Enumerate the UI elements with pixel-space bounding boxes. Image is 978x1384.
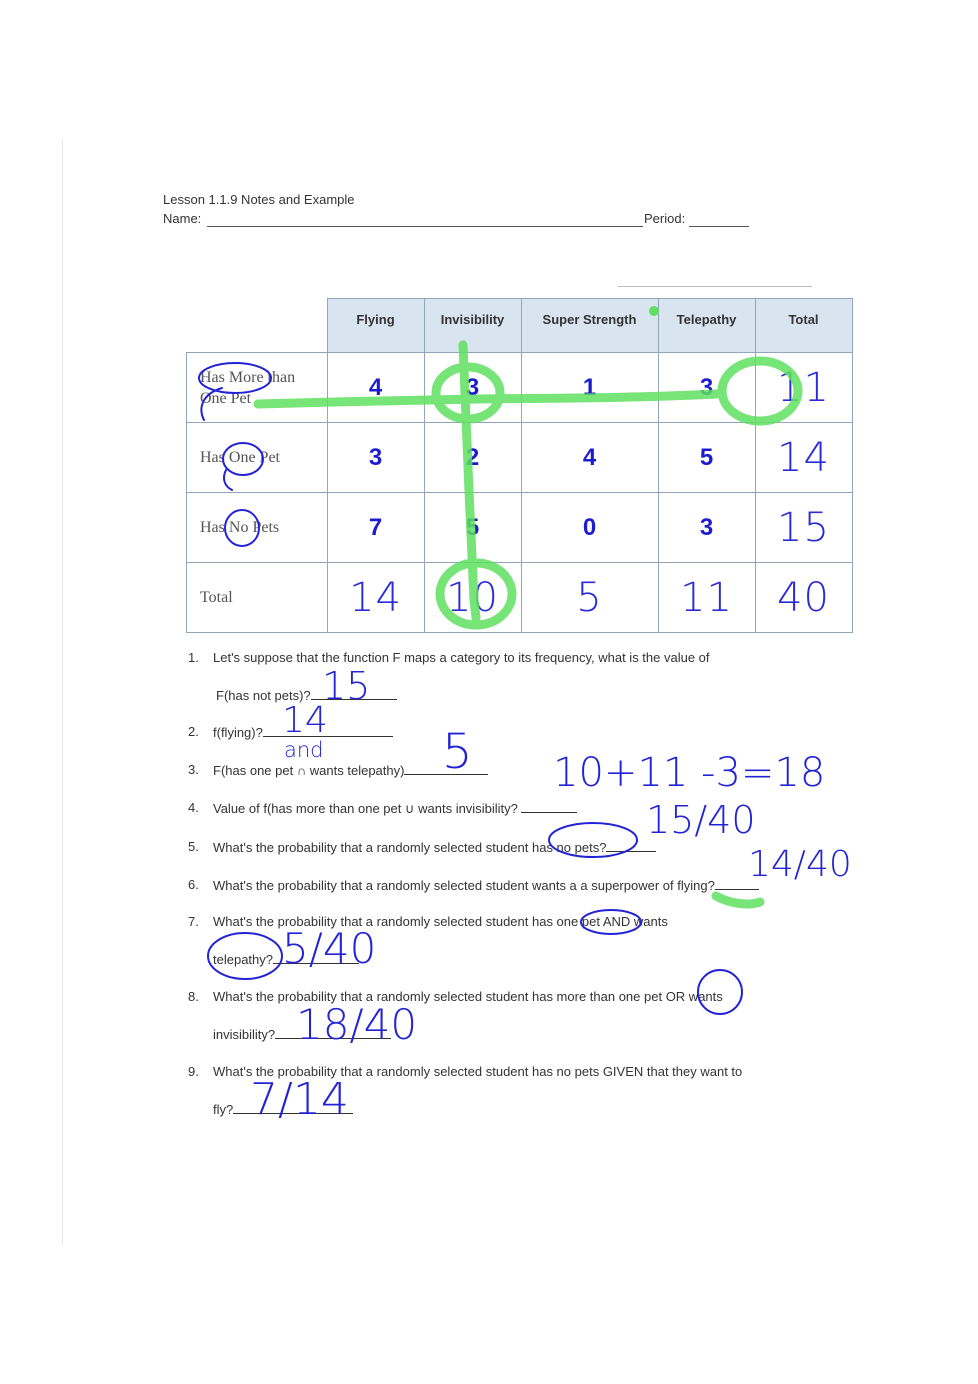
question-7-text-2: telepathy? (213, 951, 359, 967)
handwritten-answer-3: 5 (442, 724, 473, 780)
question-3-text: F(has one pet ∩ wants telepathy) (213, 762, 488, 778)
handwritten-answer-7: 5/40 (282, 924, 377, 973)
name-label: Name: (163, 211, 202, 226)
frequency-table (186, 298, 853, 633)
col-total: 5 (521, 563, 658, 633)
cell: 3 (658, 353, 755, 423)
handwritten-answer-6: 14/40 (748, 844, 852, 885)
cell: 5 (424, 493, 521, 563)
page-edge (62, 140, 63, 1244)
row-label-one-pet: Has One Pet (187, 423, 328, 493)
col-total: 10 (424, 563, 521, 633)
cell: 3 (424, 353, 521, 423)
cell: 4 (521, 423, 658, 493)
row-label-no-pets: Has No Pets (187, 493, 328, 563)
question-2-text: f(flying)? (213, 724, 393, 740)
cell: 5 (658, 423, 755, 493)
answer-blank[interactable] (521, 800, 577, 813)
divider (618, 286, 812, 287)
question-number: 5. (188, 839, 199, 854)
question-number: 6. (188, 877, 199, 892)
cell: 2 (424, 423, 521, 493)
cell: 1 (521, 353, 658, 423)
question-1-text-2: F(has not pets)? (216, 687, 397, 703)
handwritten-note-and: and (284, 738, 324, 762)
question-number: 7. (188, 914, 199, 929)
row-total: 15 (755, 493, 852, 563)
green-underline (716, 896, 760, 904)
question-number: 3. (188, 762, 199, 777)
question-4-text: Value of f(has more than one pet ∪ wants invisibility? (213, 800, 577, 817)
col-total: 11 (658, 563, 755, 633)
col-header-flying: Flying (327, 299, 424, 353)
question-number: 1. (188, 650, 199, 665)
question-9-text: What's the probability that a randomly selected student has no pets GIVEN that they want to (213, 1064, 743, 1079)
question-9-text-2: fly? (213, 1101, 353, 1117)
col-header-invisibility: Invisibility (424, 299, 521, 353)
question-6-text: What's the probability that a randomly selected student wants a a superpower of flying? (213, 877, 759, 893)
col-total: 14 (327, 563, 424, 633)
lesson-title: Lesson 1.1.9 Notes and Example (163, 192, 355, 207)
grand-total: 40 (755, 563, 852, 633)
cell: 0 (521, 493, 658, 563)
handwritten-answer-1: 15 (322, 664, 371, 708)
question-number: 4. (188, 800, 199, 815)
question-8-text-2: invisibility? (213, 1026, 391, 1042)
handwritten-answer-9: 7/14 (250, 1074, 349, 1125)
handwritten-answer-5: 15/40 (646, 798, 756, 842)
question-number: 2. (188, 724, 199, 739)
question-8-text: What's the probability that a randomly selected student has more than one pet OR wants (213, 989, 723, 1004)
cell: 3 (658, 493, 755, 563)
row-label-more-than-one-pet: Has More than One Pet (187, 353, 328, 423)
question-1-text: Let's suppose that the function F maps a category to its frequency, what is the value of (213, 650, 710, 665)
table-corner (187, 299, 328, 353)
handwritten-answer-2: 14 (282, 700, 328, 741)
col-header-super-strength: Super Strength (521, 299, 658, 353)
row-label-total: Total (187, 563, 328, 633)
name-blank[interactable] (207, 226, 643, 227)
cell: 4 (327, 353, 424, 423)
row-total: 11 (755, 353, 852, 423)
question-5-text: What's the probability that a randomly selected student has no pets? (213, 839, 656, 855)
period-label: Period: (644, 211, 686, 226)
handwritten-answer-8: 18/40 (296, 1000, 418, 1049)
question-7-text: What's the probability that a randomly selected student has one pet AND wants (213, 914, 668, 929)
question-number: 8. (188, 989, 199, 1004)
cell: 3 (327, 423, 424, 493)
period-blank[interactable] (689, 226, 749, 227)
col-header-total: Total (755, 299, 852, 353)
row-total: 14 (755, 423, 852, 493)
cell: 7 (327, 493, 424, 563)
col-header-telepathy: Telepathy (658, 299, 755, 353)
question-number: 9. (188, 1064, 199, 1079)
handwritten-answer-4: 10+11 -3=18 (553, 750, 826, 796)
